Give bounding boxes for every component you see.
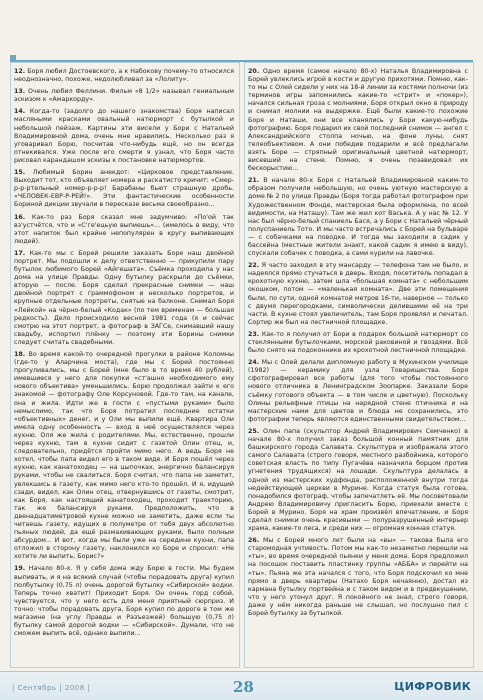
paragraph-number: 14.: [14, 108, 26, 116]
paragraph: [248, 428, 468, 533]
paragraph-text: Когда-то (задолго до нашего знакомства) Боря написал масляными красками овальный натюрморт с бутылкой и небольшой пейзаж. Картины эти висели у Бори с Натальей Владимировной дома, очень мне нравились. Несколько раз я уговаривал Борю, посчитав что-нибудь ещё, но он всегда отнекивался. Уже после его смерти я узнал, что Боря часто рисовал карандашом эскизы к постановке натюрмортов.: [14, 108, 234, 164]
paragraph: [14, 68, 234, 84]
paragraph-text: Во время какой-то очередной прогулки в районе Коломны (где-то у Аларчина моста), где мы с Борей постоянно прогуливались, мы с Борей (мне было в то время 40 рублей), имевшиеся у него для покупки «ст'ашно необходимого ему нового объектива» уменьшились. Борю продолжал зайти к его знакомой — фотографу Оле Корсуновой. Где-то там, на каналe, она и жила. Идти же в гости с «пустыми руками» было немыслимо, так что Боря потратил последние остатки «объективных» денег, и у Оли мы выпили ещё. Квартира Оли имела одну особенность — вход в неё осуществлялся через кухню. Оля же жила с родителями. Мы, естественно, прошли через кухню, там в кухне сидит с газетой Олин отец, и, следовательно, придётся пройти мимо него. А ведь Боря не хотел, чтобы папа видел его в таком виде. И Боря пошёл через кухню, как канатоходец — на цыпочках, энергично балансируя руками, чтобы не свалиться. Боря считал, что папа не заметит, увлекшись в газету, как мимо него кто-то прошёл. И я, идущий сзади, видел, как Олин отец, отвернувшись от газеты, смотрит, как Боря, как настоящий канатоходец, проходит траекторию, так же балансируя руками. Предположить, что в двенадцатиметровой кухне можно не заметить, даже если ты читаешь газету, идущих в полуметре от тебя двух абсолютно пьяных людей, да ещё размахивающих руками, было полным абсурдом... И вот, когда мы были уже на середине кухни, папа отложил в сторону газету, наклонился ко Боре и спросил: «Не хотите ли выпить, Борис?»: [14, 351, 234, 561]
paragraph-text: Одно время (самое начало 80-х) Наталья Владимировна с Борей увлеклись игрой в кости и другую прихотями. Помню, как-то мы с Олей сидели у них на 18-й линии за костями полночи (из терминов игры запомнились какие-то «стрит» и «покер»), начался сильная гроза с молниями, Боря открыл окно в природу и снимал молнии на выдержке. Ещё были какие-то похожие Боря и Наташи, они все кланялись у Бори какую-нибудь фотографию. Боря подарил их свой последний снимок — ангел с Александрийского столпа ночью, на фоне луны, снят телеобъективом. А они победив подарили и всё предлагали взять Боре — стряпный оригинальный цветной натюрморт, висевший на стене. Помню, я очень позавидовал их бескорыстию...: [248, 68, 468, 173]
paragraph: [14, 250, 234, 347]
paragraph: [248, 177, 468, 258]
paragraph-number: 13.: [14, 88, 26, 96]
paragraph-number: 12.: [14, 68, 26, 75]
paragraph-text: Любимый Борин анекдот: «Цирковое представление. Выходит тот, кто объявляет номера и раскатисто кричит: «Смер-р-р-ртельный номер-р-р-р! Барабаны бьют страшную дробь. «ЧЕЛОВЕК-ЕВР-Р-РЕЙ!». Эти фантастические особенности Бориной дикции звучали в пересказе весьма своеобразно...: [14, 169, 234, 209]
paragraph-number: 24.: [248, 359, 260, 367]
paragraph-text: В начале 80-х Боря с Натальей Владимировной каким-то образом получили небольшую, но очень уютную мастерскую в доме № 2 по улице Правды (Боря тогда работал фотографом при Художественном Фонде, мастерская была оформлена, по всей видимости, на Наташу). Там же жил кот Васька. А у нас № 12. У нас был чёрно-белый спаниель Бася, а у Бори с Натальей чёрный полуспаниель Тото. И мы часто встречались с Борей на бульваре — с собачками на поводке. И тогда мы заходили в садик у бассейна (местные жители знают, какой садик я имею в виду), спускали собачек с поводка, а сами курили на лавочке.: [248, 177, 468, 258]
page-footer: [0, 671, 483, 700]
paragraph-number: 15.: [14, 169, 26, 177]
paragraph-number: 18.: [14, 351, 26, 358]
paragraph-number: 25.: [248, 427, 260, 435]
paragraph-number: 17.: [14, 249, 26, 257]
paragraph: [14, 214, 234, 246]
paragraph-number: 19.: [14, 565, 26, 573]
left-column: [14, 68, 234, 664]
paragraph-text: Как-то я получил от Бори в подарок большой натюрморт со стеклянными бутылочками, морской раковиной и гвоздями. Всё было снято на подоконнике их крохотной лестничной площадке.: [248, 330, 468, 355]
paragraph: [14, 88, 234, 104]
paragraph: [14, 351, 234, 561]
paragraph-text: Мы с Олей делали дипломную работу в Мухинском училище (1982) — керамику для узла Товарищества. Боря сфотографировал все работы (для того чтобы постоянного нового отличника в Ленинградском Зоопарке. Заказали Боре съёмку готового объекта — в том числе и цветную). Поскольку Олины рельефные птицы на нарядной стене птичника и на мастерские нами для цветов и блюда не сохранились, это фотографии теперь являются единственными свидетельством...: [248, 359, 468, 423]
paragraph: [248, 68, 468, 173]
paragraph: [248, 262, 468, 327]
corner-mark: [10, 55, 16, 61]
paragraph-text: Боря любил Достоевского, а к Набокову почему-то относился неоднозначно, похоже, недолюбливал за «Лолиту».: [14, 68, 234, 84]
paragraph-text: Олин папа (скульптор Андрей Владимирович Семченко) в начале 80-х получил заказ большой конный памятник для башкирского города Салавата. Скульптура и изображала этого самого Салавата (строго говоря, местного разбойника, которого советская власть по типу Пугачёва назначила борцом против угнетения трудящихся) на лошади. Скульптура делалась в одной из мастерских худфонда, расположенной внутри тогда недействующей церкви в Мурине. Когда статуя была готова, понадобился фотограф, чтобы запечатлеть её. Мы посоветовали Андрею Владимировичу пригласить Борю, приехали вместе с Борей в Мурино. Боря на храм произвёл впечатление, и Боря сделал снимки очень красивыми — полуразрушенный интерьер храма, какие-то леса, и среди них — огромная конная статуя.: [248, 427, 468, 533]
paragraph-text: Я часто заходил в эту мансарду — телефона там не было, и надеялся прямо стучаться в дверь. Входя, посетитель попадал в крохотную кухню, затем шла «большая комната» с небольшим окошком, потом — «маленькая комната». Две эти помещения были, по сути, одной комнатой метров 16-ти, наверное — только с двумя перегородками, символически делившими её на три части. В кухне стоял увеличитель, там Боря проявлял и печатал. Сортир же был на лестничной площадке.: [248, 262, 468, 326]
right-column: [248, 68, 468, 664]
paragraph-text: Очень любил Феллини. Фильм «8 1/2» называл гениальным эскизом к «Амаркорду».: [14, 88, 234, 104]
paragraph-text: Начало 80-х. Я у себя дома жду Борю в гости. Мы будем выпивать, и я на всякий случай (чтобы порадовать друга) купил полбутылку (0,75 л) очень дорогой бутылку «Сибирской» водки. Теперь точно хватит! Приходит Боря. Он очень горд собой, чувствуется, что у него есть для меня приятный сюрприз. И точно: чтобы порадовать друга, Боря купил по дороге в том же магазине (на углу Правды и Разъезжей) большую (0,75 л) бутылку самой дорогой водки — «Сибирской». Думали, что не сможем выпить всё, однако выпили...: [14, 565, 234, 638]
paragraph-text: Как-то раз Боря сказал мне задумчиво: «По'ой так вз'устчётся, что и «С'ге'ецьую выпиешь»... (имелось в виду, что этот напиток был крайне непопулярен в кругу выпивающих людей).: [14, 213, 234, 245]
paragraph: [248, 331, 468, 355]
paragraph-number: 26.: [248, 537, 260, 545]
paragraph: [14, 108, 234, 165]
paragraph: [14, 565, 234, 638]
paragraph-number: 16.: [14, 213, 26, 221]
page-number: 28: [233, 678, 254, 696]
paragraph: [248, 359, 468, 424]
paragraph-number: 20.: [248, 68, 260, 75]
issue-date: | Сентябрь | 2008 |: [12, 684, 91, 692]
paragraph: [14, 169, 234, 209]
paragraph: [248, 537, 468, 618]
paragraph-text: Мы с Борей много лет были на «вы» — такова была его старомодная учтивость. Потом мы как-то незаметно перешли на «ты», во время очередной пьянки у меня дома. Боря предложил на посошок поставить пластинку группы «АББА» и перейти на «ты». Пьяна же эта начался с того, что Боря подскочил ко мне прямо в дверь квартиры (Натахо Боря нечаянно), достал из кармана бутылку портвейна и с таком видом и в предвкушении, что у него утонул друг. Я покойного не знал, строго говоря, даже у нём никогда раньше не слышал, но послушно пил с Борей бутылку за бутылкой.: [248, 537, 468, 617]
paragraph-text: Как-то мы с Борей решили заказать Боре наш двойной портрет. Мы подошли к делу ответственно — прикупили пару бутылок любимого Борей «Айгешата». Съёмка проходила у нас дома на улице Правды. Одну бутылку раскрыли до съёмки, вторую — после. Боря сделал прекрасные снимки — наш двойной портрет с граммофоном и несколько портретов, и крупные отдельные портреты, снятые на балконе. Снимал Боря «Лейкой» на чёрно-белый «Кодак» (по тем временам — большая редкость). Дело происходило весной 1981 года (я и сейчас смотрю на этот портрет, а фотограф в ЗАГСе, снимавший нашу свадьбу, испортил плёнку — поэтому эти Борины снимки следует считать свадебными.: [14, 249, 234, 346]
paragraph-number: 23.: [248, 330, 260, 338]
magazine-brand: ЦИФРОВИК: [394, 680, 471, 693]
paragraph-number: 21.: [248, 177, 260, 185]
paragraph-number: 22.: [248, 262, 260, 270]
